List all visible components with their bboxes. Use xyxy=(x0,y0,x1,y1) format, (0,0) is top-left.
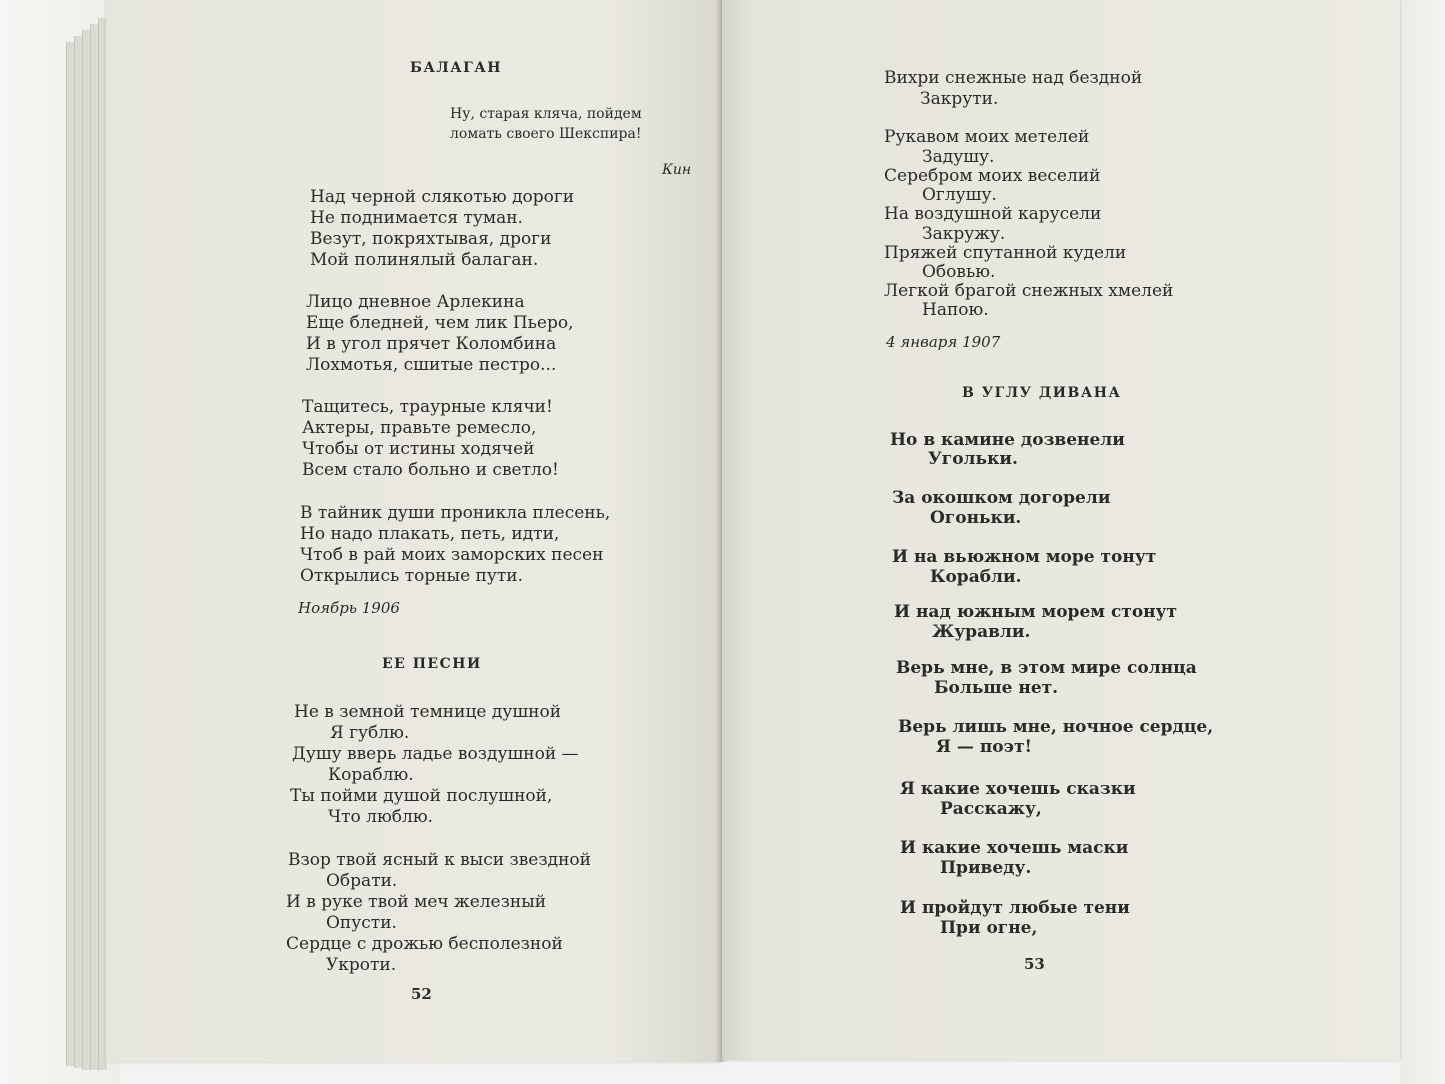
verse-line: Я какие хочешь сказки xyxy=(900,779,1136,799)
verse-line: За окошком догорели xyxy=(892,488,1111,508)
verse-line: Чтоб в рай моих заморских песен xyxy=(300,545,604,565)
epigraph-line: Ну, старая кляча, пойдем xyxy=(450,106,642,122)
verse-line: И какие хочешь маски xyxy=(900,838,1129,858)
verse-line: Всем стало больно и светло! xyxy=(302,460,559,480)
verse-line: Взор твой ясный к выси звездной xyxy=(288,850,591,870)
verse-line: В тайник души проникла плесень, xyxy=(300,503,611,523)
verse-line: Корабли. xyxy=(930,567,1022,587)
verse-line: Серебром моих веселий xyxy=(884,166,1101,186)
verse-line: Но в камине дозвенели xyxy=(890,430,1125,450)
table-surface-right xyxy=(1400,0,1445,1084)
verse-line: Не в земной темнице душной xyxy=(294,702,562,722)
verse-line: Обовью. xyxy=(922,262,996,282)
epigraph-line: ломать своего Шекспира! xyxy=(450,126,642,142)
verse-line: Лицо дневное Арлекина xyxy=(306,292,525,312)
verse-line: Закрути. xyxy=(920,89,999,109)
poem-date: 4 января 1907 xyxy=(886,333,1001,351)
verse-line: Тащитесь, траурные клячи! xyxy=(302,397,553,417)
right-page xyxy=(722,0,1400,1060)
verse-line: Оглушу. xyxy=(922,185,997,205)
verse-line: Мой полинялый балаган. xyxy=(310,250,539,270)
verse-line: Вихри снежные над бездной xyxy=(884,68,1143,88)
verse-line: Верь мне, в этом мире солнца xyxy=(896,658,1197,678)
verse-line: Что люблю. xyxy=(328,807,434,827)
poem-title: БАЛАГАН xyxy=(410,60,502,76)
poem-title: В УГЛУ ДИВАНА xyxy=(962,385,1122,401)
verse-line: Не поднимается туман. xyxy=(310,208,523,228)
verse-line: Угольки. xyxy=(928,449,1018,469)
verse-line: На воздушной карусели xyxy=(884,204,1102,224)
verse-line: Расскажу, xyxy=(940,799,1042,819)
verse-line: Лохмотья, сшитые пестро... xyxy=(306,355,557,375)
verse-line: Кораблю. xyxy=(328,765,414,785)
verse-line: Я — поэт! xyxy=(936,737,1032,757)
verse-line: Обрати. xyxy=(326,871,398,891)
verse-line: Напою. xyxy=(922,300,989,320)
verse-line: Душу вверь ладье воздушной — xyxy=(292,744,579,764)
page-number: 52 xyxy=(411,985,432,1003)
verse-line: Но надо плакать, петь, идти, xyxy=(300,524,560,544)
verse-line: Опусти. xyxy=(326,913,397,933)
verse-line: Огоньки. xyxy=(930,508,1022,528)
page-number: 53 xyxy=(1024,955,1045,973)
verse-line: Закружу. xyxy=(922,224,1006,244)
verse-line: При огне, xyxy=(940,918,1038,938)
verse-line: Задушу. xyxy=(922,147,995,167)
verse-line: И пройдут любые тени xyxy=(900,898,1130,918)
verse-line: И в руке твой меч железный xyxy=(286,892,547,912)
verse-line: Больше нет. xyxy=(934,678,1059,698)
verse-line: Везут, покряхтывая, дроги xyxy=(310,229,552,249)
verse-line: Актеры, правьте ремесло, xyxy=(302,418,537,438)
poem-date: Ноябрь 1906 xyxy=(298,599,400,617)
verse-line: Чтобы от истины ходячей xyxy=(302,439,535,459)
verse-line: Журавли. xyxy=(932,622,1031,642)
verse-line: И на вьюжном море тонут xyxy=(892,547,1157,567)
verse-line: Рукавом моих метелей xyxy=(884,127,1090,147)
verse-line: Я гублю. xyxy=(330,723,410,743)
verse-line: Пряжей спутанной кудели xyxy=(884,243,1127,263)
verse-line: Над черной слякотью дороги xyxy=(310,187,575,207)
verse-line: Ты пойми душой послушной, xyxy=(290,786,553,806)
verse-line: Сердце с дрожью бесполезной xyxy=(286,934,563,954)
left-page xyxy=(106,0,722,1062)
verse-line: Верь лишь мне, ночное сердце, xyxy=(898,717,1214,737)
epigraph-author: Кин xyxy=(662,162,692,178)
verse-line: Еще бледней, чем лик Пьеро, xyxy=(306,313,574,333)
verse-line: Укроти. xyxy=(326,955,397,975)
verse-line: И над южным морем стонут xyxy=(894,602,1178,622)
poem-title: ЕЕ ПЕСНИ xyxy=(382,656,482,672)
verse-line: И в угол прячет Коломбина xyxy=(306,334,557,354)
verse-line: Легкой брагой снежных хмелей xyxy=(884,281,1174,301)
verse-line: Приведу. xyxy=(940,858,1032,878)
verse-line: Открылись торные пути. xyxy=(300,566,524,586)
